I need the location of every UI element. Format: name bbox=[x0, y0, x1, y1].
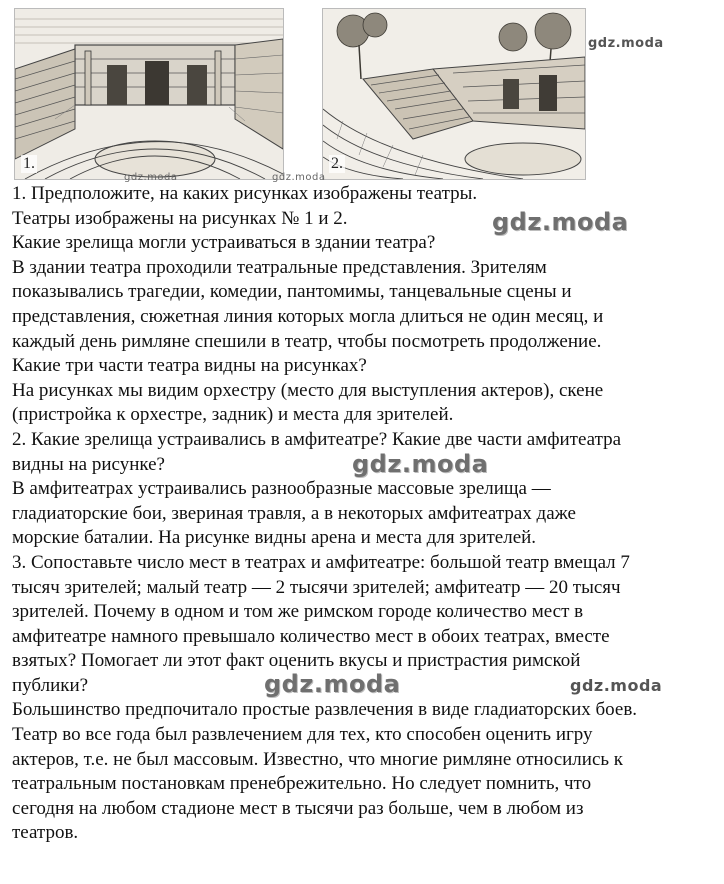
text-line: тысяч зрителей; малый театр — 2 тысячи зрителей; амфитеатр — 20 тысяч bbox=[12, 576, 621, 598]
figure-1-illustration bbox=[15, 9, 283, 179]
watermark-mid-3: gdz.moda bbox=[264, 670, 401, 698]
text-line: (пристройка к орхестре, задник) и места для зрителей. bbox=[12, 404, 454, 426]
text-line: театров. bbox=[12, 822, 79, 844]
text-line: актеров, т.е. не был массовым. Известно, что многие римляне относились к bbox=[12, 748, 624, 770]
watermark-mid-2: gdz.moda bbox=[352, 450, 489, 478]
text-line: амфитеатре намного превышало количество мест в обоих театрах, вместе bbox=[12, 625, 610, 647]
text-line: Какие зрелища могли устраиваться в здании театра? bbox=[12, 232, 436, 254]
text-line: взятых? Помогает ли этот факт оценить вкусы и пристрастия римской bbox=[12, 650, 581, 672]
text-line: Театры изображены на рисунках № 1 и 2. bbox=[12, 207, 348, 229]
text-line: представления, сюжетная линия которых могла длиться не один месяц, и bbox=[12, 305, 604, 327]
answer-text-block bbox=[12, 182, 718, 846]
text-line: В здании театра проходили театральные представления. Зрителям bbox=[12, 256, 547, 278]
text-line: На рисунках мы видим орхестру (место для выступления актеров), скене bbox=[12, 379, 604, 401]
text-line: показывались трагедии, комедии, пантомимы, танцевальные сцены и bbox=[12, 281, 572, 303]
text-line: 3. Сопоставьте число мест в театрах и амфитеатре: большой театр вмещал 7 bbox=[12, 551, 630, 573]
text-line: сегодня на любом стадионе мест в тысячи раз больше, чем в любом из bbox=[12, 797, 584, 819]
figure-1-theatre-drawing bbox=[14, 8, 284, 180]
text-line: В амфитеатрах устраивались разнообразные массовые зрелища — bbox=[12, 478, 551, 500]
text-line: Театр во все года был развлечением для тех, кто способен оценить игру bbox=[12, 724, 593, 746]
watermark-right-3: gdz.moda bbox=[570, 676, 663, 695]
watermark-mid-1: gdz.moda bbox=[492, 208, 629, 236]
text-line: 2. Какие зрелища устраивались в амфитеатре? Какие две части амфитеатра bbox=[12, 428, 622, 450]
figure-2-illustration bbox=[323, 9, 585, 179]
text-line: видны на рисунке? bbox=[12, 453, 165, 475]
text-line: каждый день римляне спешили в театр, чтобы посмотреть продолжение. bbox=[12, 330, 602, 352]
text-line: Большинство предпочитало простые развлечения в виде гладиаторских боев. bbox=[12, 699, 638, 721]
figure-1-number: 1. bbox=[23, 155, 35, 172]
text-line: 1. Предположите, на каких рисунках изображены театры. bbox=[12, 183, 478, 204]
text-line: Какие три части театра видны на рисунках? bbox=[12, 355, 367, 377]
watermark-top-right: gdz.moda bbox=[588, 36, 664, 51]
text-line: театральным постановкам пренебрежительно. Но следует помнить, что bbox=[12, 773, 592, 795]
text-line: зрителей. Почему в одном и том же римском городе количество мест в bbox=[12, 601, 584, 623]
watermark-caption-left: gdz.moda bbox=[124, 172, 178, 183]
figure-2-number: 2. bbox=[331, 155, 343, 172]
text-line: морские баталии. На рисунке видны арена и места для зрителей. bbox=[12, 527, 537, 549]
watermark-caption-right: gdz.moda bbox=[272, 172, 326, 183]
figure-2-theatre-drawing bbox=[322, 8, 586, 180]
text-line: гладиаторские бои, звериная травля, а в некоторых амфитеатрах даже bbox=[12, 502, 576, 524]
text-line: публики? bbox=[12, 674, 89, 696]
